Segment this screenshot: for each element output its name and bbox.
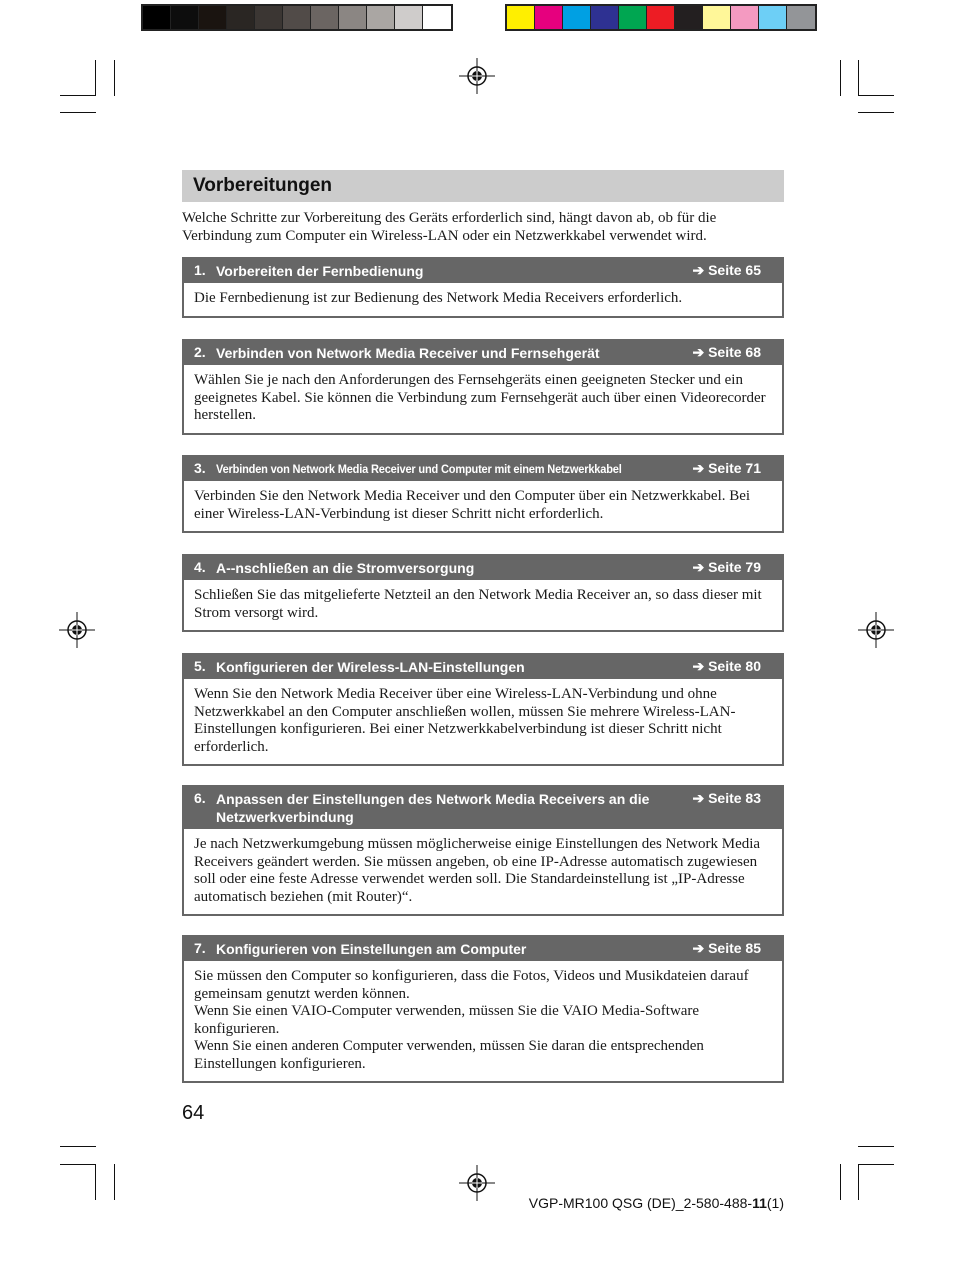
document-code-bold: 11	[752, 1195, 767, 1211]
crop-mark	[95, 60, 96, 96]
registration-mark-icon	[459, 58, 495, 94]
crop-mark	[858, 1146, 894, 1147]
color-swatch	[199, 6, 227, 29]
registration-mark-icon	[459, 1165, 495, 1201]
page-reference-link[interactable]: ➔ Seite 79	[692, 559, 761, 575]
crop-mark	[114, 60, 115, 96]
document-code-suffix: (1)	[766, 1195, 784, 1211]
step-description	[184, 829, 782, 914]
color-swatch	[731, 6, 759, 29]
crop-mark	[858, 1164, 894, 1165]
color-swatch	[283, 6, 311, 29]
page-reference-link[interactable]: ➔ Seite 65	[692, 262, 761, 278]
step-title: Konfigurieren von Einstellungen am Computer	[216, 941, 527, 957]
color-swatch	[703, 6, 731, 29]
step-title: A--nschließen an die Stromversorgung	[216, 560, 475, 576]
step-box-1	[182, 257, 784, 318]
step-box-7	[182, 935, 784, 1083]
step-box-3	[182, 455, 784, 533]
color-swatch	[591, 6, 619, 29]
color-swatch	[759, 6, 787, 29]
intro-paragraph: Welche Schritte zur Vorbereitung des Geräts erforderlich sind, hängt davon ab, ob für die Verbindung zum Computer ein Wireless-LAN oder ein Netzwerkkabel verwendet wird.	[182, 210, 717, 244]
color-swatch	[535, 6, 563, 29]
step-text: Wenn Sie einen VAIO-Computer verwenden, müssen Sie die VAIO Media-Software konfigurieren.	[194, 1003, 700, 1037]
step-header	[184, 655, 782, 679]
step-description	[184, 481, 782, 531]
color-swatch	[311, 6, 339, 29]
color-calibration-bar	[505, 4, 817, 31]
step-text: Die Fernbedienung ist zur Bedienung des Network Media Receivers erforderlich.	[194, 290, 683, 306]
step-text: Wählen Sie je nach den Anforderungen des Fernsehgeräts einen geeigneten Stecker und ein geeignetes Kabel. Sie können die Verbindung zum Fernsehgerät auch über einen Videorecorder herstellen.	[194, 372, 766, 423]
color-swatch	[395, 6, 423, 29]
registration-mark-icon	[59, 612, 95, 648]
step-header	[184, 259, 782, 283]
step-text: Wenn Sie den Network Media Receiver über eine Wireless-LAN-Verbindung und ohne Netzwerkkabel an den Computer anschließen wollen, müssen Sie mehrere Wireless-LAN-Einstellungen konfigurieren. Bei einer Netzwerkkabelverbindung ist dieser Schritt nicht erforderlich.	[194, 686, 736, 755]
color-swatch	[227, 6, 255, 29]
step-header	[184, 787, 782, 829]
step-title: Verbinden von Network Media Receiver und Computer mit einem Netzwerkkabel	[216, 462, 622, 476]
registration-mark-icon	[858, 612, 894, 648]
step-description	[184, 961, 782, 1081]
step-description	[184, 679, 782, 764]
crop-mark	[858, 1164, 859, 1200]
step-text: Je nach Netzwerkumgebung müssen möglicherweise einige Einstellungen des Network Media Receivers geändert werden. Sie müssen angeben, ob eine IP-Adresse automatisch zugewiesen soll oder eine feste Adresse verwendet werden soll. Die Standardeinstellung ist „IP-Adresse automatisch beziehen (mit Router)“.	[194, 836, 761, 905]
color-swatch	[787, 6, 815, 29]
step-header	[184, 556, 782, 580]
document-code-prefix: VGP-MR100 QSG (DE)_2-580-488-	[528, 1195, 753, 1211]
color-swatch	[647, 6, 675, 29]
crop-mark	[858, 60, 859, 96]
page-title: Vorbereitungen	[193, 175, 332, 196]
crop-mark	[60, 1164, 96, 1165]
step-text: Wenn Sie einen anderen Computer verwenden, müssen Sie daran die entsprechenden Einstellungen konfigurieren.	[194, 1038, 704, 1072]
step-number: 5.	[194, 658, 206, 674]
step-header	[184, 457, 782, 481]
page-reference-link[interactable]: ➔ Seite 71	[692, 460, 761, 476]
step-description	[184, 365, 782, 433]
step-box-4	[182, 554, 784, 632]
step-number: 6.	[194, 790, 206, 806]
step-number: 4.	[194, 559, 206, 575]
step-box-5	[182, 653, 784, 766]
color-swatch	[619, 6, 647, 29]
step-description	[184, 580, 782, 630]
section-title-bar	[182, 170, 784, 202]
page-reference-link[interactable]: ➔ Seite 83	[692, 790, 761, 806]
step-title: Verbinden von Network Media Receiver und Fernsehgerät	[216, 345, 600, 361]
page-reference-link[interactable]: ➔ Seite 68	[692, 344, 761, 360]
step-header	[184, 341, 782, 365]
crop-mark	[60, 95, 96, 96]
step-text: Verbinden Sie den Network Media Receiver und den Computer über ein Netzwerkkabel. Bei einer Wireless-LAN-Verbindung ist dieser Schritt nicht erforderlich.	[194, 488, 751, 522]
step-title: Anpassen der Einstellungen des Network Media Receivers an die Netzwerkverbindung	[216, 791, 650, 825]
page-number: 64	[182, 1102, 205, 1124]
step-text: Sie müssen den Computer so konfigurieren, dass die Fotos, Videos und Musikdateien darauf gemeinsam genutzt werden können.	[194, 968, 749, 1002]
color-swatch	[339, 6, 367, 29]
crop-mark	[95, 1164, 96, 1200]
color-swatch	[367, 6, 395, 29]
color-swatch	[507, 6, 535, 29]
color-swatch	[563, 6, 591, 29]
crop-mark	[840, 1164, 841, 1200]
step-title: Vorbereiten der Fernbedienung	[216, 263, 424, 279]
step-number: 1.	[194, 262, 206, 278]
step-box-2	[182, 339, 784, 435]
step-description	[184, 283, 782, 316]
crop-mark	[858, 112, 894, 113]
step-number: 3.	[194, 460, 206, 476]
crop-mark	[114, 1164, 115, 1200]
step-number: 7.	[194, 940, 206, 956]
grayscale-calibration-bar	[141, 4, 453, 31]
step-number: 2.	[194, 344, 206, 360]
step-header	[184, 937, 782, 961]
crop-mark	[60, 112, 96, 113]
crop-mark	[858, 95, 894, 96]
step-box-6	[182, 785, 784, 916]
document-code	[529, 1195, 784, 1211]
color-swatch	[171, 6, 199, 29]
step-text: Schließen Sie das mitgelieferte Netzteil an den Network Media Receiver an, so dass dieser mit Strom versorgt wird.	[194, 587, 762, 621]
crop-mark	[60, 1146, 96, 1147]
color-swatch	[143, 6, 171, 29]
step-title: Konfigurieren der Wireless-LAN-Einstellungen	[216, 659, 525, 675]
page-reference-link[interactable]: ➔ Seite 85	[692, 940, 761, 956]
color-swatch	[423, 6, 451, 29]
color-swatch	[675, 6, 703, 29]
page-reference-link[interactable]: ➔ Seite 80	[692, 658, 761, 674]
crop-mark	[840, 60, 841, 96]
color-swatch	[255, 6, 283, 29]
